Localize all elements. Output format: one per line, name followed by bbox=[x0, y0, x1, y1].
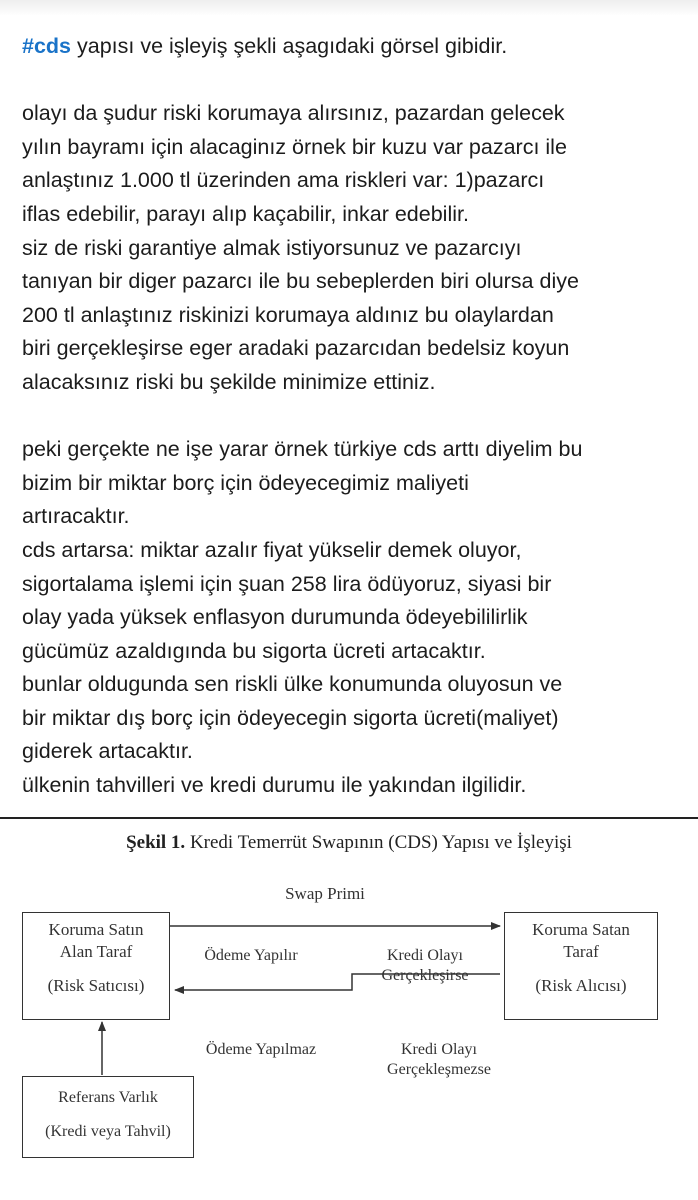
payment-not-made-label: Ödeme Yapılmaz bbox=[205, 1041, 317, 1058]
reference-line: Referans Varlık bbox=[58, 1089, 158, 1106]
credit-event-line: Gerçekleşirse bbox=[381, 967, 469, 984]
cds-diagram-image[interactable] bbox=[0, 820, 698, 1200]
post-line: bizim bir miktar borç için ödeyecegimiz maliyeti bbox=[22, 470, 469, 495]
protection-buyer-box bbox=[22, 912, 170, 1020]
post-line: bunlar oldugunda sen riskli ülke konumunda oluyosun ve bbox=[22, 672, 563, 697]
paragraph-1 bbox=[22, 97, 692, 399]
post-line: olay yada yüksek enflasyon durumunda ödeyebililirlik bbox=[22, 605, 528, 630]
post-line: sigortalama işlemi için şuan 258 lira ödüyoruz, siyasi bir bbox=[22, 571, 552, 596]
post-line: biri gerçekleşirse eger aradaki pazarcıdan bedelsiz koyun bbox=[22, 336, 570, 361]
paragraph-gap bbox=[22, 64, 692, 98]
paragraph-2 bbox=[22, 433, 692, 803]
post-line: cds artarsa: miktar azalır fiyat yükselir demek oluyor, bbox=[22, 537, 522, 562]
top-fade bbox=[0, 0, 698, 16]
swap-premium-label: Swap Primi bbox=[285, 884, 365, 903]
credit-event-not-occurs-label bbox=[364, 1040, 514, 1080]
post-line: peki gerçekte ne işe yarar örnek türkiye cds arttı diyelim bu bbox=[22, 437, 583, 462]
hashtag-link[interactable]: #cds bbox=[22, 34, 72, 58]
seller-role: (Risk Alıcısı) bbox=[535, 976, 627, 995]
post-line: giderek artacaktır. bbox=[22, 739, 193, 764]
post-line: siz de riski garantiye almak istiyorsunuz ve pazarcıyı bbox=[22, 235, 522, 260]
figure-caption: Kredi Temerrüt Swapının (CDS) Yapısı ve İşleyişi bbox=[185, 832, 572, 853]
post-line: bir miktar dış borç için ödeyecegin sigorta ücreti(maliyet) bbox=[22, 705, 559, 730]
paragraph-gap bbox=[22, 400, 692, 434]
credit-event-line: Kredi Olayı bbox=[401, 1041, 477, 1058]
post-line: anlaştınız 1.000 tl üzerinden ama riskleri var: 1)pazarcı bbox=[22, 168, 545, 193]
reference-line: (Kredi veya Tahvil) bbox=[45, 1123, 171, 1140]
reference-asset-box bbox=[22, 1076, 194, 1158]
payment-made-label: Ödeme Yapılır bbox=[204, 947, 298, 964]
credit-event-line: Kredi Olayı bbox=[387, 947, 463, 964]
post-line: 200 tl anlaştınız riskinizi korumaya aldınız bu olaylardan bbox=[22, 302, 554, 327]
post-line: ülkenin tahvilleri ve kredi durumu ile yakından ilgilidir. bbox=[22, 773, 527, 798]
post-line: iflas edebilir, parayı alıp kaçabilir, inkar edebilir. bbox=[22, 201, 469, 226]
post-line: yılın bayramı için alacaginız örnek bir kuzu var pazarcı ile bbox=[22, 134, 567, 159]
seller-line: Taraf bbox=[563, 942, 599, 961]
figure-number: Şekil 1. bbox=[126, 832, 186, 853]
post-line: alacaksınız riski bu şekilde minimize ettiniz. bbox=[22, 369, 436, 394]
post-line: artıracaktır. bbox=[22, 504, 130, 529]
buyer-line: Koruma Satın bbox=[48, 920, 144, 939]
buyer-line: Alan Taraf bbox=[59, 942, 133, 961]
post-line: olayı da şudur riski korumaya alırsınız, pazardan gelecek bbox=[22, 101, 565, 126]
credit-event-line: Gerçekleşmezse bbox=[387, 1061, 491, 1078]
buyer-role: (Risk Satıcısı) bbox=[47, 976, 145, 995]
post-body bbox=[22, 30, 692, 803]
image-top-border bbox=[0, 817, 698, 819]
post-intro bbox=[22, 30, 692, 64]
intro-text: yapısı ve işleyiş şekli aşagıdaki görsel gibidir. bbox=[71, 34, 508, 58]
credit-event-occurs-label bbox=[360, 946, 490, 986]
post-line: tanıyan bir diger pazarcı ile bu sebeplerden biri olursa diye bbox=[22, 269, 579, 294]
post-line: gücümüz azaldıgında bu sigorta ücreti artacaktır. bbox=[22, 638, 486, 663]
protection-seller-box bbox=[504, 912, 658, 1020]
seller-line: Koruma Satan bbox=[532, 920, 630, 939]
